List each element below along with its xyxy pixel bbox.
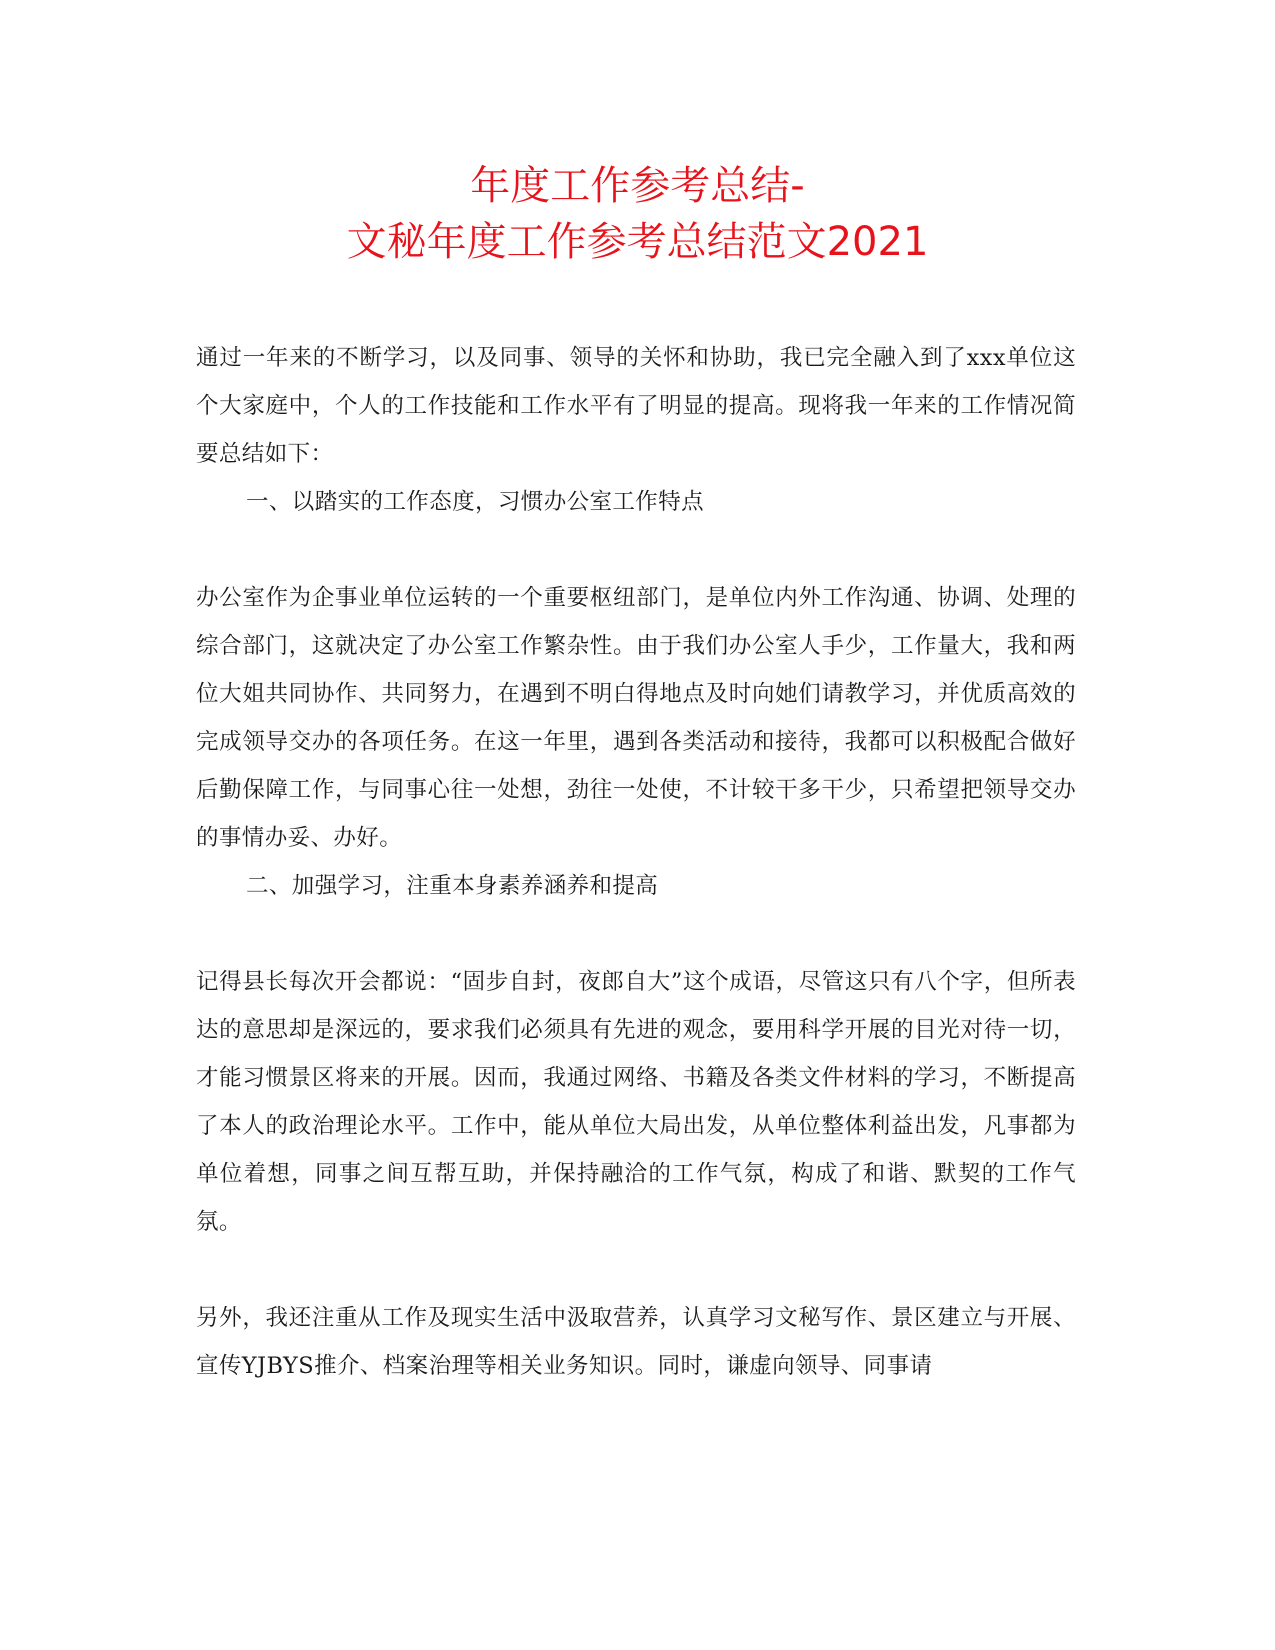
title-line-1: 年度工作参考总结- [470,163,805,209]
document-body [196,334,1076,1390]
body-paragraph-2: 记得县长每次开会都说：“固步自封，夜郎自大”这个成语，尽管这只有八个字，但所表达的意思却是深远的，要求我们必须具有先进的观念，要用科学开展的目光对待一切，才能习惯景区将来的开展。因而，我通过网络、书籍及各类文件材料的学习，不断提高了本人的政治理论水平。工作中，能从单位大局出发，从单位整体利益出发，凡事都为单位着想，同事之间互帮互助，并保持融洽的工作气氛，构成了和谐、默契的工作气氛。 [196,969,1076,1235]
body-paragraph-1: 办公室作为企事业单位运转的一个重要枢纽部门，是单位内外工作沟通、协调、处理的综合部门，这就决定了办公室工作繁杂性。由于我们办公室人手少，工作量大，我和两位大姐共同协作、共同努力，在遇到不明白得地点及时向她们请教学习，并优质高效的完成领导交办的各项任务。在这一年里，遇到各类活动和接待，我都可以积极配合做好后勤保障工作，与同事心往一处想，劲往一处使，不计较干多干少，只希望把领导交办的事情办妥、办好。 [196,585,1076,851]
section-heading-2: 二、加强学习，注重本身素养涵养和提高 [246,873,659,899]
intro-paragraph: 通过一年来的不断学习，以及同事、领导的关怀和协助，我已完全融入到了xxx单位这个大家庭中，个人的工作技能和工作水平有了明显的提高。现将我一年来的工作情况简要总结如下： [196,345,1076,467]
paragraph-gap [196,526,1076,574]
title-line-2: 文秘年度工作参考总结范文2021 [346,219,929,265]
paragraph-gap [196,910,1076,958]
section-heading-1: 一、以踏实的工作态度，习惯办公室工作特点 [246,489,705,515]
paragraph-gap [196,1246,1076,1294]
body-paragraph-3: 另外，我还注重从工作及现实生活中汲取营养，认真学习文秘写作、景区建立与开展、宣传YJBYS推介、档案治理等相关业务知识。同时，谦虚向领导、同事请 [196,1305,1076,1379]
document-title [0,158,1275,270]
